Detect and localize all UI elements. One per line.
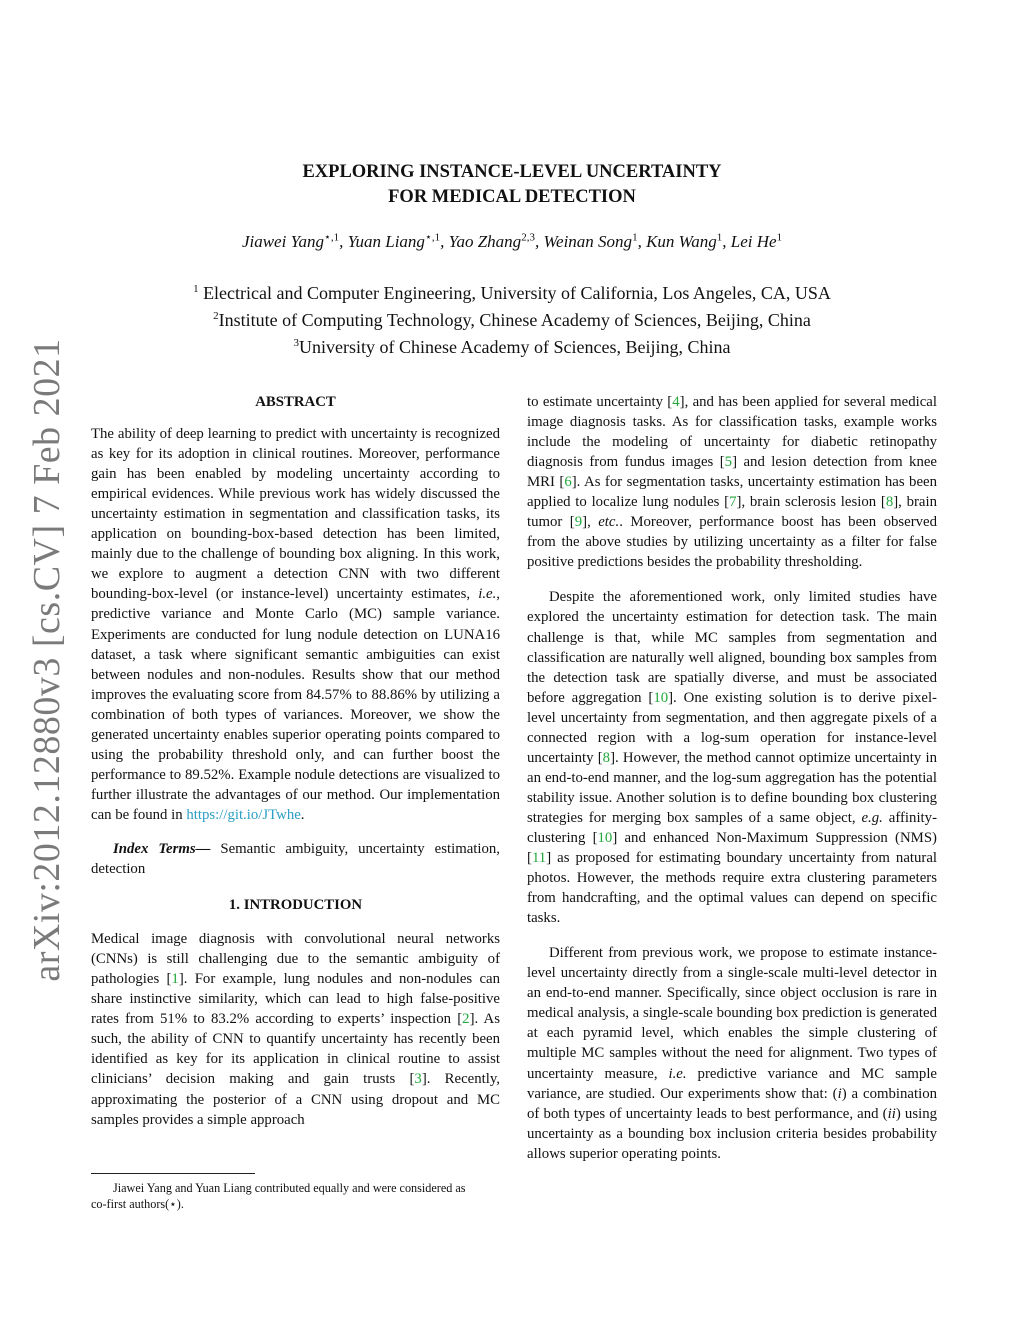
title-line-2: FOR MEDICAL DETECTION xyxy=(388,187,636,207)
index-terms: Index Terms— Semantic ambiguity, uncertainty estimation, detection xyxy=(91,840,500,878)
citation-link[interactable]: 8 xyxy=(885,494,894,511)
affiliation-2: $^2$Institute of Computing Technology, Chinese Academy of Sciences, Beijing, China xyxy=(213,310,811,330)
author: Jiawei Yang$^{⋆,1}$, xyxy=(241,231,348,251)
author: Yuan Liang$^{⋆,1}$, xyxy=(347,231,449,251)
author: Weinan Song$^1$, xyxy=(543,231,647,251)
affiliation-1: $^1$ Electrical and Computer Engineering, University of California, Los Angeles, CA, USA xyxy=(193,283,831,303)
intro-paragraph-3: Different from previous work, we propose to estimate instance-level uncertainty directly from a single-scale multi-level detector in an end-to-end manner. Specifically, since object occlusion is rare in medical analysis, a single-scale bounding box prediction is generated at each pyramid level, which enables the simple clustering of multiple MC samples without the need for alignment. Two types of uncertainty measure, i.e. predictive variance and MC sample variance, are studied. Our experiments show that: (i) a combination of both types of uncertainty leads to best performance, and (ii) using uncertainty as a bounding box inclusion criteria besides probability allows superior operating points. xyxy=(527,945,937,1162)
citation-link[interactable]: 3 xyxy=(414,1071,422,1088)
arxiv-id-text: arXiv:2012.12880v3 [cs.CV] 7 Feb 2021 xyxy=(26,338,68,982)
right-column xyxy=(527,392,937,1164)
arxiv-identifier xyxy=(18,338,76,982)
title-line-1: EXPLORING INSTANCE-LEVEL UNCERTAINTY xyxy=(302,162,722,182)
affiliation-3: $^3$University of Chinese Academy of Sciences, Beijing, China xyxy=(293,337,731,357)
citation-link[interactable]: 9 xyxy=(574,514,583,531)
paper-title xyxy=(0,160,1024,210)
introduction-heading: 1. INTRODUCTION xyxy=(228,897,363,914)
citation-link[interactable]: 11 xyxy=(531,850,547,867)
footnote-divider xyxy=(91,1173,255,1174)
citation-link[interactable]: 8 xyxy=(602,749,611,766)
intro-paragraph-1-cont: to estimate uncertainty [4], and has been applied for several medical image diagnosis tasks. As for classification tasks, example works include the modeling of uncertainty for diabetic retinopathy diagnosis from fundus images [5] and lesion detection from knee MRI [6]. As for segmentation tasks, uncertainty estimation has been applied to localize lung nodules [7], brain sclerosis lesion [8], brain tumor [9], etc.. Moreover, performance boost has been observed from the above studies by utilizing uncertainty as a filter for false positive predictions besides the probability thresholding. xyxy=(527,394,938,571)
affiliations xyxy=(0,278,1024,359)
citation-link[interactable]: 7 xyxy=(729,494,737,511)
intro-paragraph-2: Despite the aforementioned work, only limited studies have explored the uncertainty estimation for detection task. The main challenge is that, while MC samples from segmentation and classification are naturally well aligned, bounding box samples from the detection task are spatially diverse, and must be associated before aggregation [10]. One existing solution is to derive pixel-level uncertainty from segmentation, and then aggregate pixels of a connected region with a log-sum operation for instance-level uncertainty [8]. However, the method cannot optimize uncertainty in an end-to-end manner, and the log-sum aggregation has the potential stability issue. Another solution is to define bounding box clustering strategies for merging box samples of a same object, e.g. affinity-clustering [10] and enhanced Non-Maximum Suppression (NMS) [11] as proposed for estimating boundary uncertainty from natural photos. However, the methods require extra clustering parameters from handcrafting, and the optimal values can depend on specific tasks. xyxy=(527,589,938,927)
citation-link[interactable]: 6 xyxy=(564,474,572,491)
author: Yao Zhang$^{2,3}$, xyxy=(448,231,544,251)
citation-link[interactable]: 5 xyxy=(724,454,733,471)
abstract-heading: ABSTRACT xyxy=(255,394,336,410)
footnote: Jiawei Yang and Yuan Liang contributed equally and were considered as co-first authors(⋆). xyxy=(91,1181,466,1211)
citation-link[interactable]: 10 xyxy=(597,829,613,846)
citation-link[interactable]: 2 xyxy=(462,1011,470,1028)
author: Lei He$^1$ xyxy=(730,231,783,251)
intro-paragraph-1: Medical image diagnosis with convolutional neural networks (CNNs) is still challenging due to the semantic ambiguity of pathologies [1]. For example, lung nodules and non-nodules can share instinctive similarity, which can lead to high false-positive rates from 51% to 83.2% according to experts’ inspection [2]. As such, the ability of CNN to quantify uncertainty has recently been identified as key for its application in clinical routine to assist clinicians’ decision making and gain trusts [3]. Recently, approximating the posterior of a CNN using dropout and MC samples provides a simple approach xyxy=(91,931,500,1128)
author-list xyxy=(0,230,1024,252)
abstract-text: The ability of deep learning to predict with uncertainty is recognized as key for its adoption in clinical routines. Moreover, performance gain has been enabled by modeling uncertainty according to empirical evidences. While previous work has widely discussed the uncertainty estimation in segmentation and classification tasks, its application on bounding-box-based detection has been limited, mainly due to the challenge of bounding box aligning. In this work, we explore to augment a detection CNN with two different bounding-box-level (or instance-level) uncertainty estimates, i.e., predictive variance and Monte Carlo (MC) sample variance. Experiments are conducted for lung nodule detection on LUNA16 dataset, a task where significant semantic ambiguities can exist between nodules and non-nodules. Results show that our method improves the evaluating score from 84.57% to 88.86% by utilizing a combination of both types of variances. Moreover, we show the generated uncertainty enables superior operating points compared to using the probability threshold only, and can further boost the performance to 89.52%. Example nodule detections are visualized to further illustrate the advantages of our method. Our implementation can be found in https://git.io/JTwhe. xyxy=(91,426,500,823)
author: Kun Wang$^1$, xyxy=(646,231,731,251)
citation-link[interactable]: 4 xyxy=(672,394,680,410)
citation-link[interactable]: 10 xyxy=(653,689,669,706)
left-column xyxy=(91,392,500,1130)
citation-link[interactable]: 1 xyxy=(171,971,179,988)
implementation-link[interactable]: https://git.io/JTwhe xyxy=(186,806,301,823)
